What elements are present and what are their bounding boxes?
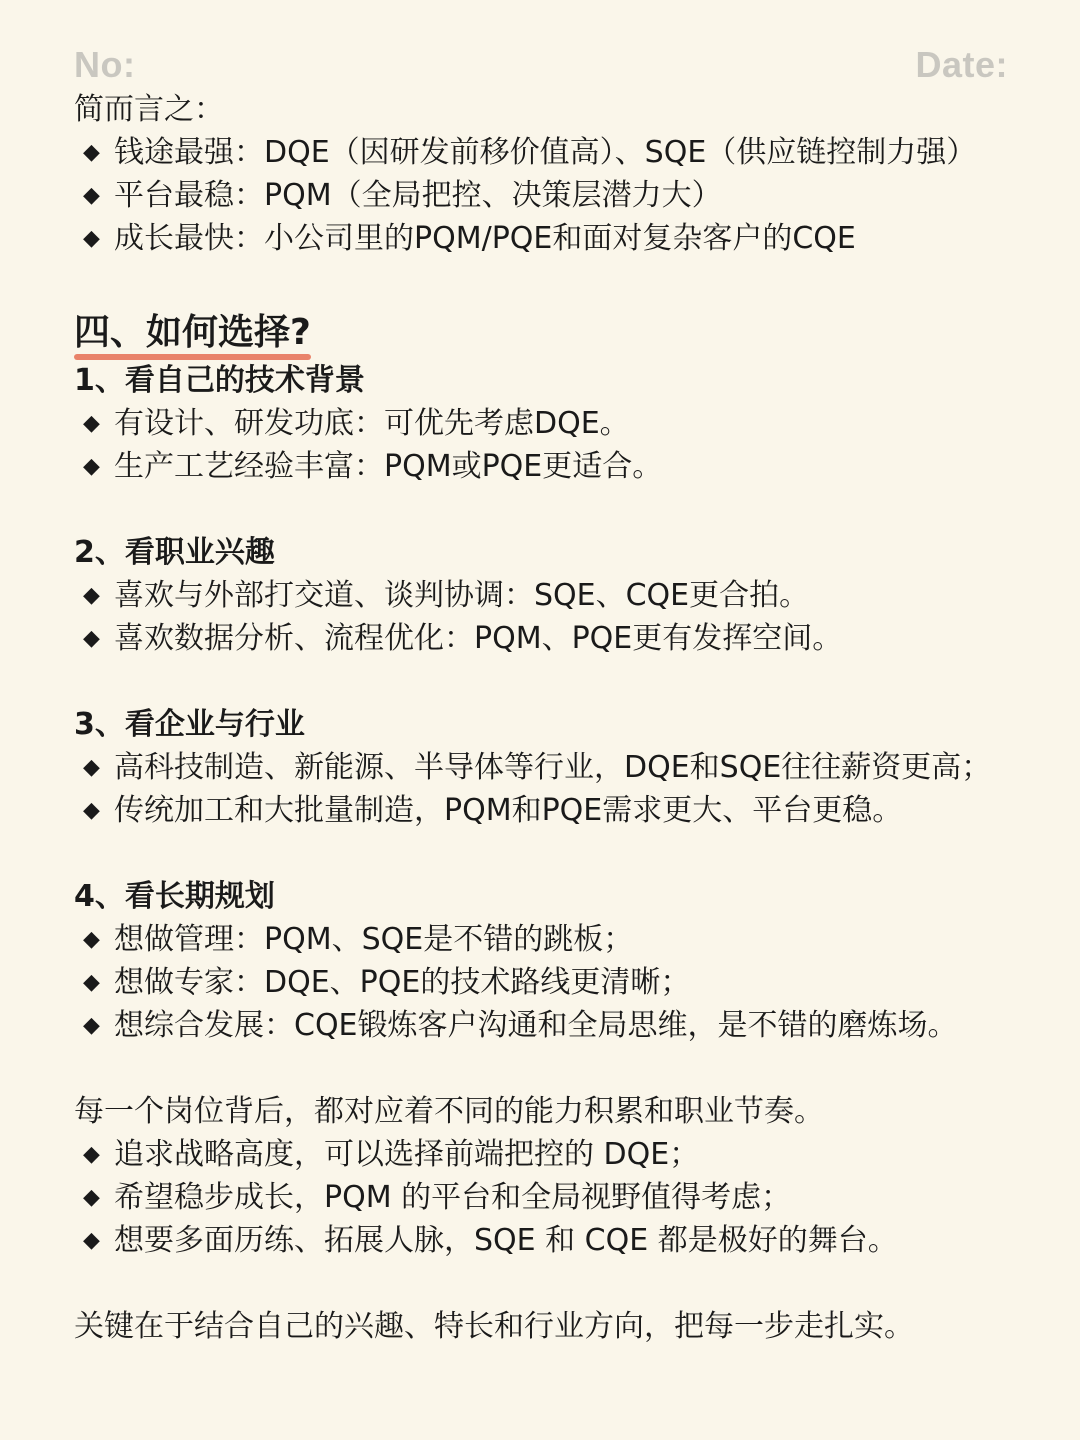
diamond-bullet-icon: ◆: [83, 927, 100, 952]
list-item: [74, 1004, 1014, 1047]
list-item: [74, 1133, 1014, 1176]
closing-list: [74, 1133, 1014, 1262]
group-heading-2: 2、看职业兴趣: [74, 535, 275, 570]
diamond-bullet-icon: ◆: [83, 140, 100, 165]
list-item-text: 希望稳步成长，PQM 的平台和全局视野值得考虑；: [114, 1180, 792, 1215]
list-item: [74, 131, 1014, 174]
diamond-bullet-icon: ◆: [83, 970, 100, 995]
summary-intro: 简而言之：: [74, 92, 224, 127]
list-item-text: 成长最快：小公司里的PQM/PQE和面对复杂客户的CQE: [114, 221, 856, 256]
list-item-text: 喜欢数据分析、流程优化：PQM、PQE更有发挥空间。: [114, 621, 843, 656]
diamond-bullet-icon: ◆: [83, 798, 100, 823]
list-item: [74, 445, 1014, 488]
no-label: No:: [74, 44, 136, 85]
list-item: [74, 1176, 1014, 1219]
closing-intro: 每一个岗位背后，都对应着不同的能力积累和职业节奏。: [74, 1094, 824, 1129]
diamond-bullet-icon: ◆: [83, 411, 100, 436]
diamond-bullet-icon: ◆: [83, 454, 100, 479]
summary-list: [74, 131, 1014, 260]
list-item-text: 追求战略高度，可以选择前端把控的 DQE；: [114, 1137, 700, 1172]
section-title-text: 四、如何选择?: [74, 312, 311, 353]
list-item: [74, 961, 1014, 1004]
group-heading-1: 1、看自己的技术背景: [74, 363, 365, 398]
diamond-bullet-icon: ◆: [83, 755, 100, 780]
closing-final: 关键在于结合自己的兴趣、特长和行业方向，把每一步走扎实。: [74, 1309, 914, 1344]
list-item-text: 喜欢与外部打交道、谈判协调：SQE、CQE更合拍。: [114, 578, 810, 613]
list-item-text: 想要多面历练、拓展人脉，SQE 和 CQE 都是极好的舞台。: [114, 1223, 898, 1258]
group-heading-4: 4、看长期规划: [74, 879, 275, 914]
diamond-bullet-icon: ◆: [83, 226, 100, 251]
list-item: [74, 217, 1014, 260]
list-item: [74, 1219, 1014, 1262]
diamond-bullet-icon: ◆: [83, 583, 100, 608]
list-item-text: 平台最稳：PQM（全局把控、决策层潜力大）: [114, 178, 722, 213]
list-item-text: 高科技制造、新能源、半导体等行业，DQE和SQE往往薪资更高；: [114, 750, 992, 785]
group-list-3: [74, 746, 1014, 832]
list-item: [74, 918, 1014, 961]
list-item-text: 想做专家：DQE、PQE的技术路线更清晰；: [114, 965, 691, 1000]
list-item: [74, 789, 1014, 832]
list-item-text: 有设计、研发功底：可优先考虑DQE。: [114, 406, 630, 441]
diamond-bullet-icon: ◆: [83, 626, 100, 651]
list-item-text: 想综合发展：CQE锻炼客户沟通和全局思维，是不错的磨炼场。: [114, 1008, 958, 1043]
diamond-bullet-icon: ◆: [83, 1142, 100, 1167]
list-item: [74, 402, 1014, 445]
group-heading-3: 3、看企业与行业: [74, 707, 305, 742]
date-label: Date:: [915, 44, 1008, 85]
group-list-2: [74, 574, 1014, 660]
diamond-bullet-icon: ◆: [83, 183, 100, 208]
group-list-4: [74, 918, 1014, 1047]
diamond-bullet-icon: ◆: [83, 1228, 100, 1253]
group-list-1: [74, 402, 1014, 488]
section-title: [74, 307, 311, 359]
page-content: [74, 88, 1014, 1348]
diamond-bullet-icon: ◆: [83, 1185, 100, 1210]
list-item: [74, 574, 1014, 617]
list-item: [74, 617, 1014, 660]
list-item: [74, 174, 1014, 217]
list-item-text: 钱途最强：DQE（因研发前移价值高）、SQE（供应链控制力强）: [114, 135, 977, 170]
list-item-text: 传统加工和大批量制造，PQM和PQE需求更大、平台更稳。: [114, 793, 903, 828]
list-item: [74, 746, 1014, 789]
list-item-text: 想做管理：PQM、SQE是不错的跳板；: [114, 922, 634, 957]
title-underline: [74, 354, 311, 360]
list-item-text: 生产工艺经验丰富：PQM或PQE更适合。: [114, 449, 663, 484]
diamond-bullet-icon: ◆: [83, 1013, 100, 1038]
